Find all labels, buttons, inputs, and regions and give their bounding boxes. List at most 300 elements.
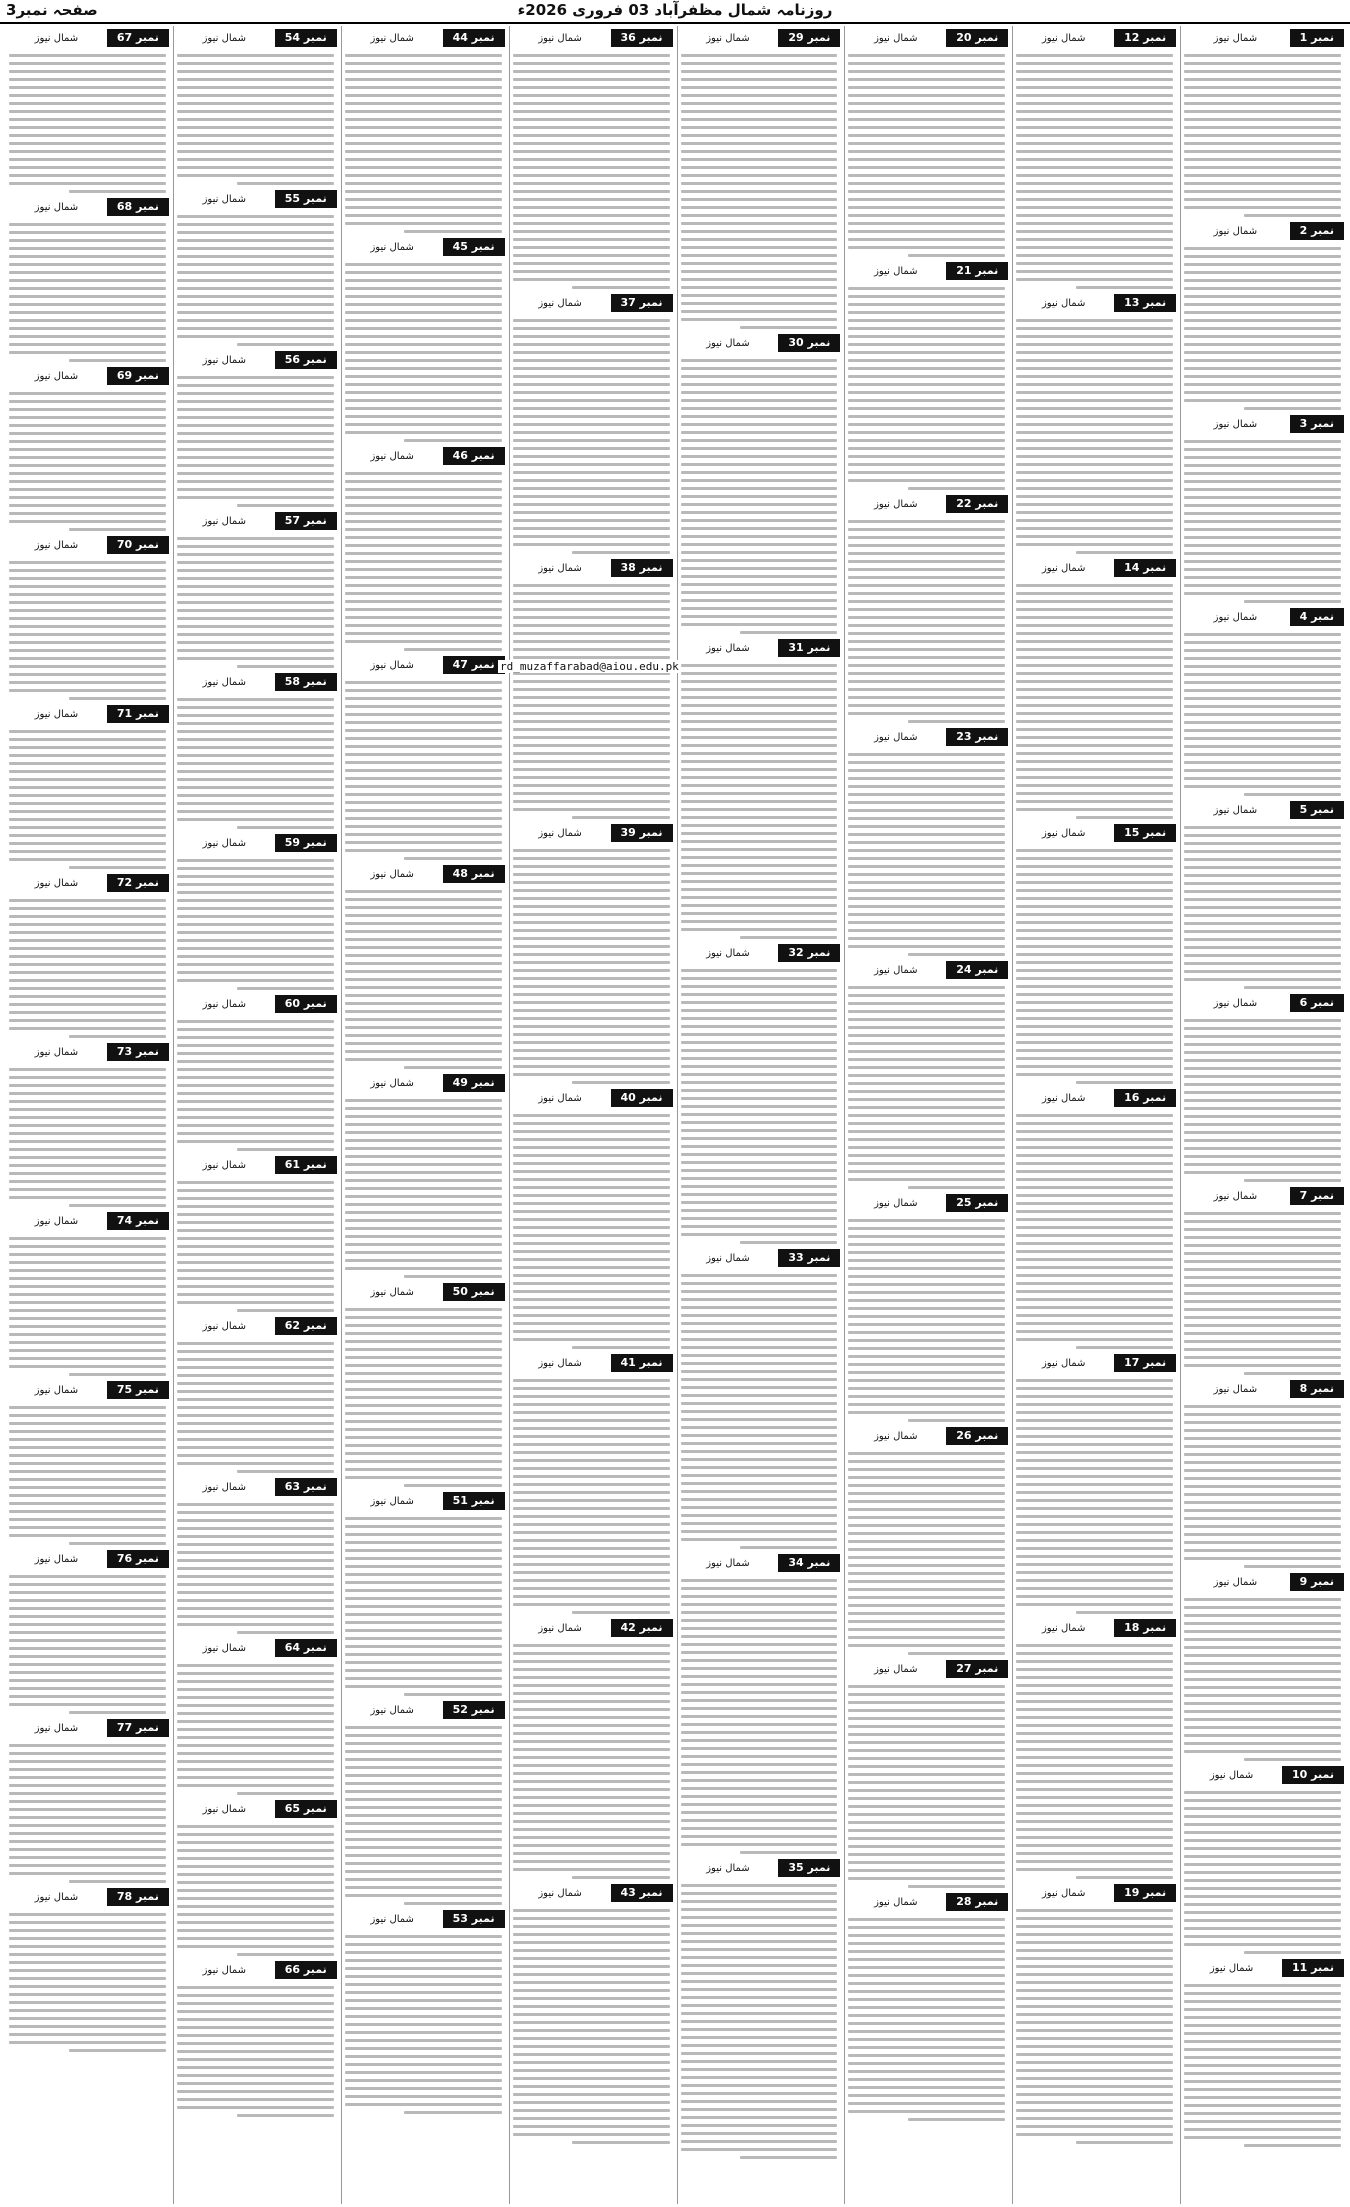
text-line-placeholder bbox=[681, 1811, 838, 1814]
text-line-placeholder bbox=[1016, 1852, 1173, 1855]
text-line-placeholder bbox=[1016, 776, 1173, 779]
news-item-body bbox=[342, 1301, 505, 1487]
news-item-body bbox=[845, 47, 1008, 257]
text-line-placeholder bbox=[345, 978, 502, 981]
news-item-tag: شمال نیوز bbox=[202, 1642, 247, 1654]
text-line-placeholder bbox=[345, 295, 502, 298]
text-line-placeholder bbox=[1184, 1131, 1341, 1134]
news-item-number: نمبر 11 bbox=[1282, 1959, 1344, 1977]
text-line-placeholder bbox=[9, 2017, 166, 2020]
text-line-placeholder bbox=[1184, 536, 1341, 539]
text-line-placeholder bbox=[513, 1009, 670, 1012]
news-item-header bbox=[510, 824, 673, 842]
text-line-placeholder bbox=[177, 255, 334, 258]
text-line-placeholder bbox=[513, 680, 670, 683]
text-line-placeholder bbox=[513, 704, 670, 707]
text-line-placeholder bbox=[681, 704, 838, 707]
news-item-body bbox=[342, 1719, 505, 1905]
text-line-placeholder bbox=[848, 311, 1005, 314]
text-line-placeholder bbox=[345, 415, 502, 418]
text-line-placeholder bbox=[848, 2038, 1005, 2041]
text-line-placeholder bbox=[1016, 1419, 1173, 1422]
news-item-header bbox=[342, 656, 505, 674]
news-item bbox=[845, 1660, 1008, 1888]
text-line-placeholder bbox=[1184, 2136, 1341, 2139]
text-line-placeholder bbox=[513, 1057, 670, 1060]
news-item-header bbox=[6, 29, 169, 47]
text-line-placeholder bbox=[513, 760, 670, 763]
text-line-placeholder bbox=[848, 1869, 1005, 1872]
text-line-placeholder bbox=[345, 1123, 502, 1126]
news-item-body bbox=[845, 1678, 1008, 1888]
text-line-placeholder bbox=[848, 1508, 1005, 1511]
text-line-placeholder bbox=[177, 1100, 334, 1103]
text-line-placeholder bbox=[681, 1105, 838, 1108]
news-item bbox=[174, 1317, 337, 1473]
text-line-placeholder bbox=[1184, 826, 1341, 829]
news-item-header bbox=[174, 351, 337, 369]
text-line-placeholder bbox=[1016, 616, 1173, 619]
text-line-placeholder bbox=[9, 818, 166, 821]
text-line-placeholder bbox=[848, 753, 1005, 756]
news-item-body bbox=[174, 1818, 337, 1956]
news-item-header bbox=[678, 639, 841, 657]
text-line-placeholder bbox=[1184, 512, 1341, 515]
text-line-placeholder bbox=[513, 399, 670, 402]
text-line-placeholder bbox=[1184, 761, 1341, 764]
text-line-placeholder bbox=[848, 1982, 1005, 1985]
text-line-placeholder bbox=[848, 769, 1005, 772]
text-line-placeholder bbox=[177, 1664, 334, 1667]
text-line-placeholder bbox=[681, 1450, 838, 1453]
text-line-placeholder bbox=[681, 1490, 838, 1493]
text-line-placeholder bbox=[848, 1877, 1005, 1880]
text-line-placeholder bbox=[681, 872, 838, 875]
news-item-number: نمبر 14 bbox=[1114, 559, 1176, 577]
text-line-placeholder bbox=[9, 1768, 166, 1771]
text-line-placeholder bbox=[1184, 1244, 1341, 1247]
text-line-placeholder bbox=[848, 1797, 1005, 1800]
text-line-placeholder bbox=[1016, 1547, 1173, 1550]
text-line-placeholder bbox=[848, 1773, 1005, 1776]
text-line-placeholder bbox=[177, 1921, 334, 1924]
text-line-placeholder bbox=[848, 126, 1005, 129]
text-line-placeholder bbox=[1016, 278, 1173, 281]
text-line-placeholder bbox=[1184, 962, 1341, 965]
text-line-placeholder bbox=[848, 1050, 1005, 1053]
text-line-placeholder bbox=[513, 519, 670, 522]
text-line-placeholder bbox=[513, 511, 670, 514]
text-line-placeholder bbox=[345, 1621, 502, 1624]
text-line-placeholder bbox=[177, 2058, 334, 2061]
text-line-placeholder bbox=[345, 1846, 502, 1849]
text-line-placeholder bbox=[345, 118, 502, 121]
text-line-placeholder bbox=[345, 528, 502, 531]
text-line-placeholder bbox=[513, 110, 670, 113]
text-line-placeholder bbox=[681, 1739, 838, 1742]
news-item-header bbox=[174, 190, 337, 208]
text-line-placeholder bbox=[9, 1309, 166, 1312]
text-line-placeholder bbox=[9, 78, 166, 81]
text-line-placeholder bbox=[345, 1026, 502, 1029]
text-line-placeholder bbox=[177, 1551, 334, 1554]
text-line-placeholder bbox=[345, 2007, 502, 2010]
text-line-placeholder bbox=[1016, 1290, 1173, 1293]
text-line-placeholder bbox=[177, 1446, 334, 1449]
text-line-placeholder bbox=[345, 1862, 502, 1865]
text-line-placeholder bbox=[848, 1733, 1005, 1736]
text-line-placeholder bbox=[681, 1081, 838, 1084]
text-line-placeholder bbox=[9, 1011, 166, 1014]
news-item-number: نمبر 16 bbox=[1114, 1089, 1176, 1107]
news-item-body bbox=[1013, 1372, 1176, 1614]
text-line-placeholder bbox=[69, 866, 166, 869]
news-item-number: نمبر 45 bbox=[443, 238, 505, 256]
news-item-body bbox=[174, 369, 337, 507]
text-line-placeholder bbox=[1016, 744, 1173, 747]
text-line-placeholder bbox=[9, 279, 166, 282]
news-item bbox=[6, 1550, 169, 1714]
text-line-placeholder bbox=[681, 1113, 838, 1116]
text-line-placeholder bbox=[345, 2015, 502, 2018]
news-item-body bbox=[174, 1013, 337, 1151]
text-line-placeholder bbox=[513, 1989, 670, 1992]
text-line-placeholder bbox=[513, 1499, 670, 1502]
text-line-placeholder bbox=[9, 1430, 166, 1433]
news-item-header bbox=[510, 1089, 673, 1107]
news-item bbox=[1181, 222, 1344, 410]
news-item-header bbox=[174, 1156, 337, 1174]
text-line-placeholder bbox=[681, 134, 838, 137]
text-line-placeholder bbox=[513, 993, 670, 996]
text-line-placeholder bbox=[513, 262, 670, 265]
text-line-placeholder bbox=[177, 464, 334, 467]
text-line-placeholder bbox=[177, 1237, 334, 1240]
text-line-placeholder bbox=[1016, 977, 1173, 980]
text-line-placeholder bbox=[848, 1918, 1005, 1921]
text-line-placeholder bbox=[9, 1084, 166, 1087]
text-line-placeholder bbox=[1016, 1250, 1173, 1253]
news-item bbox=[1013, 1619, 1176, 1879]
text-line-placeholder bbox=[177, 1301, 334, 1304]
text-line-placeholder bbox=[345, 1774, 502, 1777]
text-line-placeholder bbox=[681, 591, 838, 594]
text-line-placeholder bbox=[848, 1757, 1005, 1760]
text-line-placeholder bbox=[345, 1878, 502, 1881]
text-line-placeholder bbox=[1016, 993, 1173, 996]
text-line-placeholder bbox=[513, 1290, 670, 1293]
news-item-header bbox=[1181, 29, 1344, 47]
text-line-placeholder bbox=[1016, 1138, 1173, 1141]
text-line-placeholder bbox=[1184, 777, 1341, 780]
masthead-title: روزنامہ شمال مظفرآباد 03 فروری 2026ء bbox=[517, 1, 833, 19]
text-line-placeholder bbox=[1016, 359, 1173, 362]
text-line-placeholder bbox=[513, 688, 670, 691]
news-item-number: نمبر 74 bbox=[107, 1212, 169, 1230]
text-line-placeholder bbox=[513, 487, 670, 490]
text-line-placeholder bbox=[177, 2002, 334, 2005]
text-line-placeholder bbox=[345, 1211, 502, 1214]
text-line-placeholder bbox=[9, 1446, 166, 1449]
text-line-placeholder bbox=[345, 544, 502, 547]
text-line-placeholder bbox=[681, 1370, 838, 1373]
news-item-body bbox=[510, 312, 673, 554]
text-line-placeholder bbox=[681, 158, 838, 161]
text-line-placeholder bbox=[1184, 1863, 1341, 1866]
text-line-placeholder bbox=[1184, 1943, 1341, 1946]
text-line-placeholder bbox=[848, 841, 1005, 844]
text-line-placeholder bbox=[1184, 2040, 1341, 2043]
news-item bbox=[342, 447, 505, 651]
text-line-placeholder bbox=[9, 907, 166, 910]
text-line-placeholder bbox=[237, 665, 334, 668]
text-line-placeholder bbox=[848, 785, 1005, 788]
news-item bbox=[1013, 1089, 1176, 1349]
text-line-placeholder bbox=[177, 1672, 334, 1675]
news-item-tag: شمال نیوز bbox=[538, 32, 582, 44]
text-line-placeholder bbox=[177, 2090, 334, 2093]
text-line-placeholder bbox=[848, 1628, 1005, 1631]
text-line-placeholder bbox=[345, 1629, 502, 1632]
news-item bbox=[342, 1910, 505, 2114]
text-line-placeholder bbox=[177, 1599, 334, 1602]
text-line-placeholder bbox=[681, 1001, 838, 1004]
text-line-placeholder bbox=[9, 1293, 166, 1296]
text-line-placeholder bbox=[681, 1017, 838, 1020]
text-line-placeholder bbox=[345, 1798, 502, 1801]
text-line-placeholder bbox=[1184, 1654, 1341, 1657]
text-line-placeholder bbox=[177, 384, 334, 387]
text-line-placeholder bbox=[681, 439, 838, 442]
text-line-placeholder bbox=[9, 1921, 166, 1924]
text-line-placeholder bbox=[345, 367, 502, 370]
text-line-placeholder bbox=[1184, 1823, 1341, 1826]
text-line-placeholder bbox=[681, 110, 838, 113]
text-line-placeholder bbox=[9, 1027, 166, 1030]
news-item-header bbox=[678, 1554, 841, 1572]
text-line-placeholder bbox=[848, 415, 1005, 418]
news-item-number: نمبر 7 bbox=[1290, 1187, 1344, 1205]
news-item-tag: شمال نیوز bbox=[202, 193, 247, 205]
news-item-tag: شمال نیوز bbox=[538, 1622, 582, 1634]
text-line-placeholder bbox=[9, 1937, 166, 1940]
news-item bbox=[510, 559, 673, 819]
text-line-placeholder bbox=[1184, 1284, 1341, 1287]
text-line-placeholder bbox=[1016, 246, 1173, 249]
news-item-number: نمبر 41 bbox=[611, 1354, 673, 1372]
text-line-placeholder bbox=[1076, 286, 1173, 289]
news-item-number: نمبر 36 bbox=[611, 29, 673, 47]
text-line-placeholder bbox=[681, 2060, 838, 2063]
text-line-placeholder bbox=[1184, 890, 1341, 893]
text-line-placeholder bbox=[513, 1563, 670, 1566]
text-line-placeholder bbox=[177, 698, 334, 701]
news-item-header bbox=[1013, 1354, 1176, 1372]
text-line-placeholder bbox=[681, 1498, 838, 1501]
text-line-placeholder bbox=[345, 2071, 502, 2074]
text-line-placeholder bbox=[1016, 1467, 1173, 1470]
text-line-placeholder bbox=[1016, 86, 1173, 89]
text-line-placeholder bbox=[345, 986, 502, 989]
text-line-placeholder bbox=[177, 963, 334, 966]
text-line-placeholder bbox=[345, 263, 502, 266]
text-line-placeholder bbox=[1184, 520, 1341, 523]
text-line-placeholder bbox=[177, 1849, 334, 1852]
text-line-placeholder bbox=[681, 2100, 838, 2103]
text-line-placeholder bbox=[848, 1082, 1005, 1085]
text-line-placeholder bbox=[513, 929, 670, 932]
news-item-number: نمبر 17 bbox=[1114, 1354, 1176, 1372]
text-line-placeholder bbox=[1016, 1314, 1173, 1317]
text-line-placeholder bbox=[1184, 1461, 1341, 1464]
text-line-placeholder bbox=[681, 1089, 838, 1092]
text-line-placeholder bbox=[681, 1522, 838, 1525]
news-item-header bbox=[510, 1354, 673, 1372]
text-line-placeholder bbox=[1184, 882, 1341, 885]
news-column bbox=[509, 26, 673, 2204]
text-line-placeholder bbox=[848, 2022, 1005, 2025]
text-line-placeholder bbox=[513, 150, 670, 153]
news-item-tag: شمال نیوز bbox=[874, 1197, 918, 1209]
text-line-placeholder bbox=[848, 431, 1005, 434]
news-item-tag: شمال نیوز bbox=[1209, 1962, 1254, 1974]
news-item-tag: شمال نیوز bbox=[706, 1252, 750, 1264]
text-line-placeholder bbox=[9, 609, 166, 612]
news-item-body bbox=[678, 962, 841, 1244]
text-line-placeholder bbox=[513, 2045, 670, 2048]
text-line-placeholder bbox=[1184, 94, 1341, 97]
text-line-placeholder bbox=[1016, 1692, 1173, 1695]
text-line-placeholder bbox=[513, 1836, 670, 1839]
text-line-placeholder bbox=[9, 351, 166, 354]
text-line-placeholder bbox=[9, 142, 166, 145]
text-line-placeholder bbox=[1184, 2096, 1341, 2099]
text-line-placeholder bbox=[1184, 858, 1341, 861]
text-line-placeholder bbox=[1016, 1298, 1173, 1301]
text-line-placeholder bbox=[345, 2063, 502, 2066]
text-line-placeholder bbox=[681, 664, 838, 667]
text-line-placeholder bbox=[908, 1652, 1005, 1655]
news-item bbox=[1013, 824, 1176, 1084]
text-line-placeholder bbox=[1016, 327, 1173, 330]
text-line-placeholder bbox=[681, 2148, 838, 2151]
text-line-placeholder bbox=[9, 1840, 166, 1843]
text-line-placeholder bbox=[848, 913, 1005, 916]
news-item-number: نمبر 59 bbox=[275, 834, 337, 852]
text-line-placeholder bbox=[513, 1740, 670, 1743]
news-item-body bbox=[845, 1911, 1008, 2121]
text-line-placeholder bbox=[9, 1486, 166, 1489]
text-line-placeholder bbox=[177, 1559, 334, 1562]
news-item-tag: شمال نیوز bbox=[370, 1913, 414, 1925]
text-line-placeholder bbox=[681, 1458, 838, 1461]
text-line-placeholder bbox=[345, 1010, 502, 1013]
text-line-placeholder bbox=[1016, 664, 1173, 667]
text-line-placeholder bbox=[1184, 2064, 1341, 2067]
text-line-placeholder bbox=[9, 1945, 166, 1948]
text-line-placeholder bbox=[177, 166, 334, 169]
text-line-placeholder bbox=[513, 656, 670, 659]
text-line-placeholder bbox=[681, 1065, 838, 1068]
news-item bbox=[678, 29, 841, 329]
news-item-body bbox=[1013, 312, 1176, 554]
text-line-placeholder bbox=[513, 792, 670, 795]
text-line-placeholder bbox=[177, 1293, 334, 1296]
text-line-placeholder bbox=[681, 760, 838, 763]
text-line-placeholder bbox=[681, 1153, 838, 1156]
text-line-placeholder bbox=[177, 915, 334, 918]
text-line-placeholder bbox=[513, 1660, 670, 1663]
news-item-body bbox=[678, 1267, 841, 1549]
text-line-placeholder bbox=[1016, 1555, 1173, 1558]
text-line-placeholder bbox=[1184, 399, 1341, 402]
text-line-placeholder bbox=[681, 1121, 838, 1124]
text-line-placeholder bbox=[848, 447, 1005, 450]
text-line-placeholder bbox=[9, 826, 166, 829]
text-line-placeholder bbox=[848, 230, 1005, 233]
text-line-placeholder bbox=[681, 359, 838, 362]
text-line-placeholder bbox=[681, 551, 838, 554]
text-line-placeholder bbox=[1184, 1171, 1341, 1174]
text-line-placeholder bbox=[681, 1779, 838, 1782]
text-line-placeholder bbox=[9, 1349, 166, 1352]
news-item-body bbox=[510, 1902, 673, 2144]
text-line-placeholder bbox=[177, 1422, 334, 1425]
text-line-placeholder bbox=[681, 2092, 838, 2095]
news-item-number: نمبر 9 bbox=[1290, 1573, 1344, 1591]
news-item-number: نمبر 49 bbox=[443, 1074, 505, 1092]
text-line-placeholder bbox=[237, 504, 334, 507]
text-line-placeholder bbox=[177, 545, 334, 548]
text-line-placeholder bbox=[681, 1579, 838, 1582]
text-line-placeholder bbox=[681, 1330, 838, 1333]
news-item-header bbox=[1181, 1380, 1344, 1398]
text-line-placeholder bbox=[681, 2076, 838, 2079]
text-line-placeholder bbox=[1244, 1758, 1341, 1761]
news-item bbox=[845, 1893, 1008, 2121]
text-line-placeholder bbox=[513, 174, 670, 177]
text-line-placeholder bbox=[177, 1285, 334, 1288]
text-line-placeholder bbox=[1184, 1485, 1341, 1488]
text-line-placeholder bbox=[513, 278, 670, 281]
text-line-placeholder bbox=[1184, 1525, 1341, 1528]
text-line-placeholder bbox=[1184, 1678, 1341, 1681]
news-item-tag: شمال نیوز bbox=[1213, 1383, 1258, 1395]
news-item-body bbox=[174, 208, 337, 346]
text-line-placeholder bbox=[177, 1575, 334, 1578]
text-line-placeholder bbox=[681, 800, 838, 803]
text-line-placeholder bbox=[848, 319, 1005, 322]
text-line-placeholder bbox=[848, 592, 1005, 595]
text-line-placeholder bbox=[681, 415, 838, 418]
news-item bbox=[342, 29, 505, 233]
text-line-placeholder bbox=[177, 1358, 334, 1361]
text-line-placeholder bbox=[848, 801, 1005, 804]
text-line-placeholder bbox=[177, 585, 334, 588]
text-line-placeholder bbox=[513, 126, 670, 129]
text-line-placeholder bbox=[848, 568, 1005, 571]
text-line-placeholder bbox=[513, 720, 670, 723]
news-item-body bbox=[174, 1657, 337, 1795]
text-line-placeholder bbox=[345, 946, 502, 949]
text-line-placeholder bbox=[848, 656, 1005, 659]
news-item-tag: شمال نیوز bbox=[370, 868, 414, 880]
text-line-placeholder bbox=[345, 1975, 502, 1978]
news-item-body bbox=[678, 657, 841, 939]
text-line-placeholder bbox=[9, 174, 166, 177]
news-item-body bbox=[845, 746, 1008, 956]
text-line-placeholder bbox=[345, 1195, 502, 1198]
